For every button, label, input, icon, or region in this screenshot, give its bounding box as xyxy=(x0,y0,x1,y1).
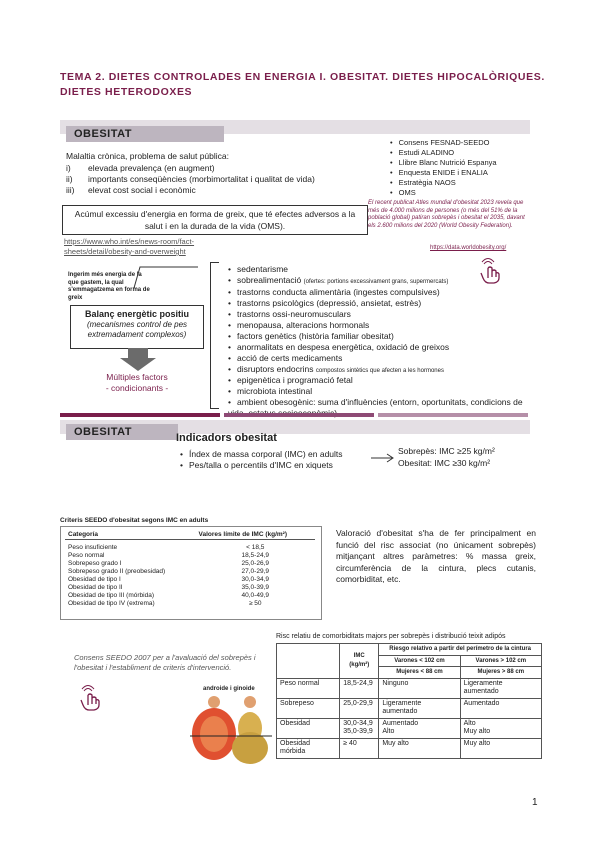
risk-header: IMC (kg/m²) xyxy=(340,644,379,679)
right-arrow-icon xyxy=(370,453,396,463)
balance-subtitle: (mecanismes control de pes extremadament complexos) xyxy=(86,320,188,339)
table-row: Sobrepeso grado II (preobesidad) 27,0-29,9 xyxy=(68,568,269,575)
criteria-table-box xyxy=(60,526,322,620)
hand-tap-icon xyxy=(77,685,103,711)
atlas-note: El recent publicat Atles mundial d'obesitat 2023 revela que més de 4.000 milions de persones (o més del 51% de la població global) patiran sobrepès i obesitat el 2035, davant els 2.600 milions del 2020 (World Obesity Federation). xyxy=(368,200,525,229)
table-row: Obesidad de tipo II 35,0-39,9 xyxy=(68,584,269,591)
connector-arrow xyxy=(120,262,200,292)
consens-note: Consens SEEDO 2007 per a l'avaluació del sobrepès i l'obesitat i l'establiment de criteris d'intervenció. xyxy=(74,653,256,672)
factor-item: • sedentarisme xyxy=(228,264,528,275)
factor-item: • menopausa, alteracions hormonals xyxy=(228,320,528,331)
section-header: OBESITAT xyxy=(66,126,224,142)
table-row: Peso insuficiente < 18,5 xyxy=(68,544,265,551)
divider-bar xyxy=(378,413,528,417)
who-link[interactable]: https://www.who.int/es/news-room/fact-sheets/detail/obesity-and-overweight xyxy=(64,237,195,256)
table-row: Peso normal 18,5-24,9 Ninguno Ligeramente aumentado xyxy=(277,678,542,698)
atlas-link[interactable]: https://data.worldobesity.org/ xyxy=(430,245,507,251)
definition-box: Acúmul excessiu d'energia en forma de greix, que té efectes adversos a la salut i en la durada de la vida (OMS). xyxy=(62,205,368,235)
divider-bar xyxy=(224,413,374,417)
factor-item: • microbiota intestinal xyxy=(228,386,528,397)
table-row: Peso normal 18,5-24,9 xyxy=(68,552,269,559)
risk-table xyxy=(276,643,542,759)
factor-item: • epigenètica i programació fetal xyxy=(228,375,528,386)
indicators-list xyxy=(180,449,380,471)
factor-item: • sobrealimentació (ofertes: portions excessivament grans, supermercats) xyxy=(228,275,528,287)
factors-subtitle: - condicionants - xyxy=(105,383,169,393)
body-shape-illustration xyxy=(186,694,276,774)
criteria-header: Categoría xyxy=(68,531,98,538)
factor-item: • acció de certs medicaments xyxy=(228,353,528,364)
source-item: • OMS xyxy=(390,188,540,198)
risk-title: Risc relatiu de comorbiditats majors per sobrepès i distribució teixit adipós xyxy=(276,633,506,640)
factor-item: • trastorns ossi-neuromusculars xyxy=(228,309,528,320)
indicator-item: • Índex de massa corporal (IMC) en adults xyxy=(180,449,380,460)
source-item: • Estratègia NAOS xyxy=(390,178,540,188)
points-list xyxy=(66,163,366,196)
balance-box xyxy=(70,305,204,349)
criteria-table xyxy=(65,531,315,608)
factor-item: • factors genètics (història familiar obesitat) xyxy=(228,331,528,342)
valuation-text: Valoració d'obesitat s'ha de fer principalment en funció del risc associat (no únicament sobrepès) mitjançant altres paràmetres: % massa greix, circumferència de la cintura, plecs cutanis, comorbiditat, etc. xyxy=(336,528,536,584)
page-number: 1 xyxy=(532,797,538,808)
source-item: • Estudi ALADINO xyxy=(390,148,540,158)
divider-bar xyxy=(60,413,220,417)
table-row: Sobrepeso 25,0-29,9 Ligeramente aumentado Aumentado xyxy=(277,698,542,718)
source-item: • Consens FESNAD-SEEDO xyxy=(390,138,540,148)
source-item: • Enquesta ENIDE i ENALIA xyxy=(390,168,540,178)
risk-header: Mujeres > 88 cm xyxy=(460,667,541,679)
factor-item: • anormalitats en despesa energètica, oxidació de greixos xyxy=(228,342,528,353)
down-arrow-icon xyxy=(118,348,158,372)
table-row: Obesidad de tipo IV (extrema) ≥ 50 xyxy=(68,600,262,607)
point-item: i) elevada prevalença (en augment) xyxy=(66,163,215,173)
table-row: Obesidad de tipo I 30,0-34,9 xyxy=(68,576,269,583)
factor-item: • disruptors endocrins compostos sintètics que afecten a les hormones xyxy=(228,364,528,376)
intake-note: Ingerim més energia de la que gastem, la qual s'emmagatzema en forma de greix xyxy=(68,272,150,301)
factors-list xyxy=(228,264,528,419)
factors-bracket xyxy=(210,262,219,409)
risk-header: Varones > 102 cm xyxy=(460,655,541,667)
sources-list xyxy=(390,138,540,198)
table-row: Obesidad 30,0-34,9 35,0-39,9 Aumentado Alto Alto Muy alto xyxy=(277,718,542,738)
balance-title: Balanç energètic positiu xyxy=(84,309,190,319)
body-label: androide i ginoide xyxy=(203,686,255,692)
obesity-threshold: Obesitat: IMC ≥30 kg/m² xyxy=(398,458,491,468)
risk-header: Varones < 102 cm xyxy=(379,655,460,667)
page-title: TEMA 2. DIETES CONTROLADES EN ENERGIA I. OBESITAT. DIETES HIPOCALÒRIQUES. DIETES HETERODOXES xyxy=(60,71,545,98)
section-header: OBESITAT xyxy=(66,424,178,440)
factor-item: • trastorns conducta alimentària (ingestes compulsives) xyxy=(228,287,528,298)
overweight-threshold: Sobrepès: IMC ≥25 kg/m² xyxy=(398,446,495,456)
table-row: Sobrepeso grado I 25,0-26,9 xyxy=(68,560,269,567)
risk-table-box xyxy=(276,643,542,759)
point-item: ii) importants conseqüències (morbimortalitat i qualitat de vida) xyxy=(66,174,315,184)
source-item: • Llibre Blanc Nutrició Espanya xyxy=(390,158,540,168)
intro-text: Malaltia crònica, problema de salut pública: xyxy=(66,151,230,161)
factor-item: • trastorns psicològics (depressió, ansietat, estrès) xyxy=(228,298,528,309)
indicator-item: • Pes/talla o percentils d'IMC en xiquets xyxy=(180,460,380,471)
indicators-title: Indicadors obesitat xyxy=(176,432,277,444)
factor-item: • ambient obesogènic: suma d'influències (entorn, oportunitats, condicions de xyxy=(228,397,528,419)
table-row: Obesidad de tipo III (mórbida) 40,0-49,9 xyxy=(68,592,269,599)
criteria-header: Valores límite de IMC (kg/m²) xyxy=(198,531,287,538)
risk-header: Riesgo relativo a partir del perímetro de la cintura xyxy=(379,644,542,656)
factors-label: Múltiples factors xyxy=(106,372,168,382)
criteria-title: Criteris SEEDO d'obesitat segons IMC en adults xyxy=(60,517,209,524)
table-row: Obesidad mórbida ≥ 40 Muy alto Muy alto xyxy=(277,738,542,758)
risk-header: Mujeres < 88 cm xyxy=(379,667,460,679)
point-item: iii) elevat cost social i econòmic xyxy=(66,185,196,195)
